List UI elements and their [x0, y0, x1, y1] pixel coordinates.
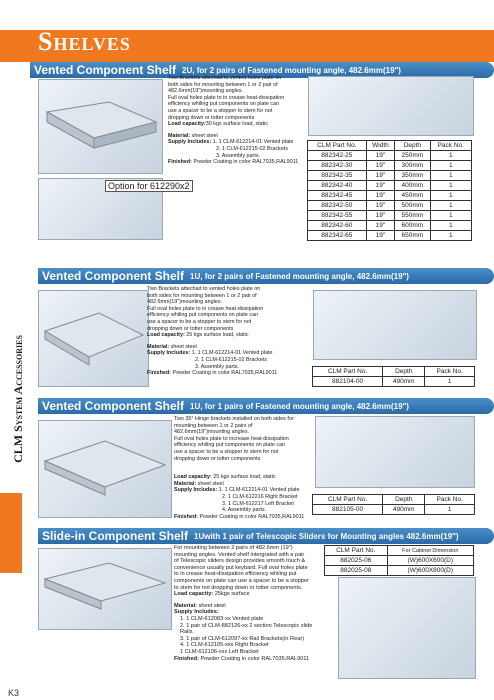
supply-item: 2. 1 CLM-612216 Right Bracket — [222, 493, 298, 500]
finish-value: Powder Coating in color RAL7035,RAL9011 — [199, 513, 305, 520]
table-header-row — [313, 495, 475, 505]
table-cell: 600mm — [395, 221, 430, 231]
section-bar-2 — [38, 268, 494, 284]
desc-line: 482.6mm(19")mounting angles. — [174, 429, 250, 436]
desc-line: use a spacer to be a stopper to stem for not — [147, 318, 252, 325]
table-row — [313, 377, 475, 387]
rack-shelf-2u-image — [308, 76, 474, 136]
table-cell: 19" — [366, 221, 395, 231]
load-label: Load capacity: — [174, 591, 214, 598]
table-row — [308, 191, 472, 201]
table-cell: 882342-45 — [308, 191, 367, 201]
table-header-row — [313, 367, 475, 377]
slide-in-shelf-image — [38, 548, 172, 630]
section-subtitle: 1U, for 2 pairs of Fastened mounting angle, 482.6mm(19") — [190, 271, 409, 281]
load-value: 30 kgs surface load, static — [205, 121, 269, 128]
supply-label: Supply Includes: — [174, 609, 219, 616]
table-cell: 882342-25 — [308, 151, 367, 161]
parts-table-3 — [312, 494, 475, 515]
desc-line: use a spacer to be a stopper to stem for not — [174, 448, 279, 455]
desc-line: efficiency whiling put components on plate can — [147, 312, 259, 319]
desc-line: components on plate can use a spacer to be a stopper — [174, 577, 309, 584]
desc-line: dropping down or totter components — [147, 325, 234, 332]
table-header: CLM Part No. — [313, 495, 383, 505]
desc-line: efficiency whiling put components on plate can — [168, 101, 280, 108]
desc-line: to stem for not dropping down or totter components. — [174, 584, 303, 591]
page-title: Shelves — [38, 27, 131, 56]
section-subtitle: 2U, for 2 pairs of Fastened mounting angle, 482.6mm(19") — [182, 65, 401, 75]
table-row — [308, 201, 472, 211]
table-cell: (W)600X600(D) — [387, 556, 473, 566]
side-label: CLM System Accessories — [11, 335, 25, 463]
table-cell: 1 — [430, 191, 472, 201]
desc-line: convenience usually put keybard. Full oval holes plate — [174, 564, 308, 571]
table-cell: 19" — [366, 151, 395, 161]
table-header-row — [308, 141, 472, 151]
supply-item: 2. 1 CLM-612215-02 Brackets — [216, 145, 288, 152]
supply-item: 2. 1 CLM-612215-02 Brackets — [195, 356, 267, 363]
table-row — [308, 171, 472, 181]
table-cell: 1 — [430, 171, 472, 181]
load-label: Load capacity: — [174, 474, 212, 481]
table-cell: 550mm — [395, 211, 430, 221]
table-cell: 1 — [430, 201, 472, 211]
table-header: Pack No. — [430, 141, 472, 151]
table-header: CLM Part No. — [325, 546, 388, 556]
finish-value: Powder Coating in color RAL7035,RAL9011 — [193, 159, 299, 166]
table-cell: 882342-35 — [308, 171, 367, 181]
finish-label: Finished: — [174, 655, 199, 662]
table-cell: 1 — [430, 221, 472, 231]
section-title: Vented Component Shelf — [34, 63, 177, 77]
section-description-2 — [147, 286, 307, 377]
table-cell: 1 — [430, 231, 472, 241]
table-cell: 1 — [425, 505, 475, 515]
table-cell: (W)600X800(D) — [387, 566, 473, 576]
supply-item: 3. Assembly parts. — [216, 152, 261, 159]
table-cell: 19" — [366, 171, 395, 181]
table-header: Pack No. — [425, 495, 475, 505]
desc-line: both sides for mounting between 1 or 2 pair of — [168, 81, 278, 88]
table-header: Depth — [383, 495, 425, 505]
finish-label: Finished: — [174, 513, 198, 520]
section-description-3 — [174, 416, 314, 520]
table-row — [308, 151, 472, 161]
table-header-row — [325, 546, 474, 556]
load-value: 25 kgs surface load, static — [186, 332, 249, 339]
table-row — [308, 181, 472, 191]
option-note: Option for 612290x2 — [105, 180, 193, 192]
section-bar-4 — [38, 528, 494, 544]
finish-label: Finished: — [168, 159, 192, 166]
supply-item: 1. 1 CLM-612083-xx Vented plate — [180, 615, 264, 622]
supply-item: 3. 1 CLM-612217 Left Bracket — [222, 500, 294, 507]
table-row — [325, 566, 474, 576]
material-value: sheet steel — [197, 480, 224, 487]
table-row — [313, 505, 475, 515]
supply-item: 1. 1 CLM-612214-01 Vented plate — [191, 350, 273, 357]
supply-item: 2. 1 pair of CLM-882126-xx 2 section Telescopic slide Rails. — [180, 622, 313, 636]
desc-line: 482.6mm(19")mounting angles. — [168, 88, 244, 95]
material-label: Material: — [174, 480, 197, 487]
page-header-top — [0, 0, 494, 30]
section-title: Slide-in Component Shelf — [42, 529, 188, 543]
material-value: sheet steel — [198, 602, 226, 609]
supply-item: 3. 1 pair of CLM-612097-xx Rail Brackets(in Rear) — [180, 635, 305, 642]
table-cell: 1 — [430, 151, 472, 161]
rack-slide-in-image — [338, 577, 476, 679]
table-cell: 882342-40 — [308, 181, 367, 191]
table-cell: 882104-00 — [313, 377, 383, 387]
section-subtitle: 1U, for 1 pairs of Fastened mounting angle, 482.6mm(19") — [190, 401, 409, 411]
page-number: K3 — [8, 688, 20, 698]
table-cell: 350mm — [395, 171, 430, 181]
load-label: Load capacity: — [168, 121, 206, 128]
section-title: Vented Component Shelf — [42, 399, 185, 413]
supply-label: Supply Includes: — [147, 350, 191, 357]
supply-item: 1. 1 CLM-612214-01 Vented plate — [212, 139, 294, 146]
vented-shelf-2u-image — [38, 79, 163, 174]
table-cell: 1 — [430, 181, 472, 191]
supply-label: Supply Includes: — [168, 139, 212, 146]
table-header: Pack No. — [425, 367, 475, 377]
finish-value: Powder Coating in color RAL7035,RAL9011 — [172, 370, 278, 377]
table-cell: 450mm — [395, 191, 430, 201]
table-header: Depth — [383, 367, 425, 377]
table-header: Width — [366, 141, 395, 151]
table-cell: 882105-00 — [313, 505, 383, 515]
section-description-1 — [168, 75, 318, 166]
rack-shelf-1u-image — [313, 290, 477, 360]
desc-line: use a spacer to be a stopper to stem for not — [168, 107, 273, 114]
desc-line: efficiency whiling put components on plate can — [174, 442, 286, 449]
desc-line: Two Brackets attechad to vented holes plate on — [147, 286, 261, 292]
table-cell: 400mm — [395, 181, 430, 191]
material-label: Material: — [174, 602, 198, 609]
table-cell: 650mm — [395, 231, 430, 241]
material-value: sheet steel — [191, 132, 218, 139]
table-cell: 19" — [366, 211, 395, 221]
supply-label: Supply Includes: — [174, 487, 218, 494]
section-bar-3 — [38, 398, 494, 414]
supply-item: 4. Assembly parts. — [222, 507, 267, 514]
table-header: Depth — [395, 141, 430, 151]
supply-item: 1 CLM-612106-xxx Left Bracket — [180, 648, 259, 655]
vented-shelf-1u-image — [38, 290, 149, 387]
desc-line: Two 35° Hinge brackets installed on both sides for — [174, 416, 294, 422]
table-header: For Cabinet Dimension — [387, 546, 473, 556]
table-header: CLM Part No. — [313, 367, 383, 377]
table-cell: 882342-50 — [308, 201, 367, 211]
table-cell: 19" — [366, 191, 395, 201]
table-cell: 882342-30 — [308, 161, 367, 171]
desc-line: both sides for mounting between 1 or 2 pair of — [147, 292, 257, 299]
desc-line: to in crease heat-dissipation efficiency whiling put — [174, 571, 297, 578]
table-cell: 490mm — [383, 377, 425, 387]
load-value: 25kgs surface — [214, 591, 250, 598]
side-tab — [0, 493, 22, 573]
table-row — [308, 221, 472, 231]
table-row — [308, 211, 472, 221]
desc-line: Full oval holes plate to in crease heat-dissipation — [168, 94, 285, 101]
material-value: sheet steel — [170, 343, 197, 350]
desc-line: mounting between 1 or 2 pairs of — [174, 422, 253, 429]
supply-item: 4. 1 CLM-612105-xxx Right Bracket — [180, 642, 269, 649]
table-cell: 490mm — [383, 505, 425, 515]
table-cell: 882025-08 — [325, 566, 388, 576]
table-row — [325, 556, 474, 566]
table-cell: 1 — [425, 377, 475, 387]
table-cell: 500mm — [395, 201, 430, 211]
desc-line: mounting angles. Vented shelf intergrated with a pair — [174, 551, 305, 558]
table-cell: 19" — [366, 161, 395, 171]
table-cell: 1 — [430, 211, 472, 221]
table-cell: 882342-55 — [308, 211, 367, 221]
desc-line: Full oval holes plate to increase heat-dissipation — [174, 435, 289, 442]
section-title: Vented Component Shelf — [42, 269, 185, 283]
table-cell: 882342-65 — [308, 231, 367, 241]
section-subtitle: 1Uwith 1 pair of Telescopic Sliders for Mounting angles 482.6mm(19") — [194, 531, 459, 541]
desc-line: Two Brackets attechad to vented holes plate on — [168, 75, 282, 81]
table-row — [308, 161, 472, 171]
hinged-shelf-image — [38, 420, 172, 518]
parts-table-4 — [324, 545, 474, 576]
desc-line: Full oval holes plate to in crease heat-dissipation — [147, 305, 264, 312]
table-cell: 1 — [430, 161, 472, 171]
finish-value: Powder Coating in color RAL7035,RAL9011 — [200, 655, 310, 662]
material-label: Material: — [168, 132, 191, 139]
finish-label: Finished: — [147, 370, 171, 377]
desc-line: For mounting between 2 pairs of 482.6mm (19") — [174, 545, 293, 551]
rack-hinged-shelf-image — [315, 416, 475, 488]
table-cell: 19" — [366, 231, 395, 241]
parts-table-2 — [312, 366, 475, 387]
load-value: 25 kgs surface load, static — [213, 474, 276, 481]
desc-line: dropping down or totter components — [168, 114, 255, 121]
material-label: Material: — [147, 343, 170, 350]
supply-item: 3. Assembly parts. — [195, 363, 240, 370]
desc-line: of Telescopic sliders design provides smooth touch & — [174, 558, 306, 565]
section-description-4 — [174, 545, 314, 662]
table-header: CLM Part No. — [308, 141, 367, 151]
table-cell: 250mm — [395, 151, 430, 161]
table-row — [308, 231, 472, 241]
table-cell: 882342-60 — [308, 221, 367, 231]
table-cell: 882025-06 — [325, 556, 388, 566]
table-cell: 19" — [366, 181, 395, 191]
table-cell: 300mm — [395, 161, 430, 171]
parts-table-1 — [307, 140, 472, 241]
desc-line: dropping down or totter components — [174, 455, 261, 462]
load-label: Load capacity: — [147, 332, 185, 339]
supply-item: 1. 1 CLM-612214-01 Vented plate — [218, 487, 300, 494]
table-cell: 19" — [366, 201, 395, 211]
desc-line: 482.6mm(19")mounting angles. — [147, 299, 223, 306]
